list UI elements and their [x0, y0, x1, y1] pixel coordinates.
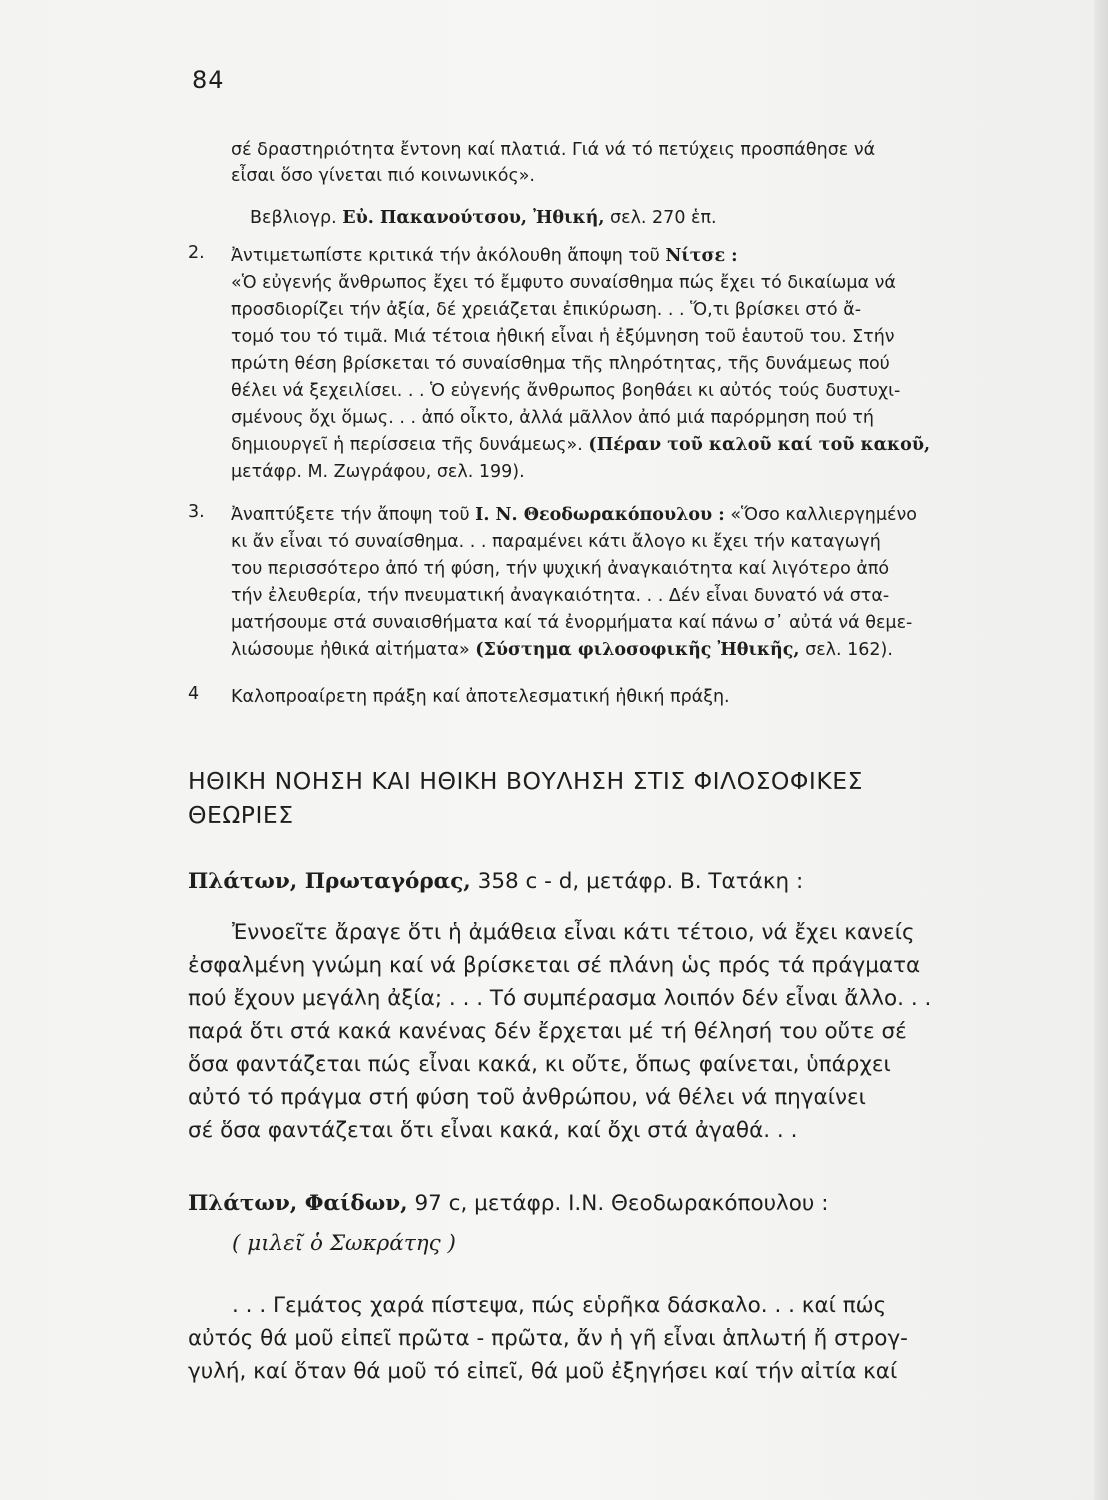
quote-line: σέ ὅσα φαντάζεται ὅτι εἶναι κακά, καί ὄχι στά ἀγαθά. . . — [188, 1118, 798, 1143]
text-line: ματήσουμε στά συναισθήματα καί τά ἐνορμήματα καί πάνω σ᾿ αὐτά νά θεμε- — [231, 613, 913, 633]
quote-line: αὐτό τό πράγμα στή φύση τοῦ ἀνθρώπου, νά θέλει νά πηγαίνει — [188, 1085, 866, 1110]
text-line: τήν ἐλευθερία, τήν πνευματική ἀναγκαιότητα. . . Δέν εἶναι δυνατό νά στα- — [231, 586, 890, 606]
text-line: σέ δραστηριότητα ἔντονη καί πλατιά. Γιά νά τό πετύχεις προσπάθησε νά — [231, 140, 876, 160]
text-line: κι ἄν εἶναι τό συναίσθημα. . . παραμένει κάτι ἄλογο κι ἔχει τήν καταγωγή — [231, 532, 881, 552]
text-line: μετάφρ. Μ. Ζωγράφου, σελ. 199). — [231, 462, 525, 482]
source-work: Πλάτων, Πρωταγόρας, — [188, 869, 471, 894]
text-segment: δημιουργεῖ ἡ περίσσεια τῆς δυνάμεως». — [231, 435, 583, 455]
source-citation — [188, 866, 803, 898]
item-intro-text: Ἀναπτύξετε τήν ἄποψη τοῦ — [231, 505, 470, 525]
text-line — [231, 432, 930, 458]
source-details: 358 c - d, μετάφρ. Β. Τατάκη : — [477, 869, 804, 894]
text-line: σμένους ὄχι ὅμως. . . ἀπό οἶκτο, ἀλλά μᾶλλον ἀπό μιά παρόρμηση πού τή — [231, 408, 875, 428]
quote-line: παρά ὅτι στά κακά κανένας δέν ἔρχεται μέ τή θέλησή του οὔτε σέ — [188, 1019, 907, 1044]
quote-line: ὅσα φαντάζεται πώς εἶναι κακά, κι οὔτε, ὅπως φαίνεται, ὑπάρχει — [188, 1052, 891, 1077]
section-heading-line: ΗΘΙΚΗ ΝΟΗΣΗ ΚΑΙ ΗΘΙΚΗ ΒΟΥΛΗΣΗ ΣΤΙΣ ΦΙΛΟΣΟΦΙΚΕΣ — [188, 767, 863, 795]
text-line: προσδιορίζει τήν ἀξία, δέ χρειάζεται ἐπικύρωση. . . Ὅ,τι βρίσκει στό ἄ- — [231, 300, 862, 320]
item-intro — [231, 502, 917, 528]
text-line — [231, 637, 893, 663]
quote-line: ἐσφαλμένη γνώμη καί νά βρίσκεται σέ πλάνη ὡς πρός τά πράγματα — [188, 953, 921, 978]
quote-line: πού ἔχουν μεγάλη ἀξία; . . . Τό συμπέρασμα λοιπόν δέν εἶναι ἄλλο. . . — [188, 986, 932, 1011]
text-line: εἶσαι ὅσο γίνεται πιό κοινωνικός». — [231, 166, 535, 186]
item-intro-text: Ἀντιμετωπίστε κριτικά τήν ἀκόλουθη ἄποψη τοῦ — [231, 246, 660, 266]
bibliography-pages: σελ. 270 ἑπ. — [610, 208, 717, 228]
text-segment: λιώσουμε ἠθικά αἰτήματα» — [231, 640, 470, 660]
page-edge-shadow — [1094, 0, 1108, 1500]
item-number: 3. — [188, 502, 205, 522]
item-number: 2. — [188, 243, 205, 263]
item-intro-quote: «Ὅσο καλλιεργημένο — [730, 505, 917, 525]
source-details: 97 c, μετάφρ. Ι.Ν. Θεοδωρακόπουλου : — [414, 1191, 829, 1216]
text-line: τομό του τό τιμᾶ. Μιά τέτοια ἠθική εἶναι ἡ ἐξύμνηση τοῦ ἑαυτοῦ του. Στήν — [231, 327, 895, 347]
section-heading-line: ΘΕΩΡΙΕΣ — [188, 801, 294, 829]
bibliography-line — [250, 205, 717, 231]
work-title: (Πέραν τοῦ καλοῦ καί τοῦ κακοῦ, — [588, 435, 931, 455]
text-line: Καλοπροαίρετη πράξη καί ἀποτελεσματική ἠθική πράξη. — [231, 687, 730, 707]
source-citation — [188, 1188, 828, 1220]
text-line: πρώτη θέση βρίσκεται τό συναίσθημα τῆς πληρότητας, τῆς δυνάμεως πού — [231, 354, 890, 374]
item-intro — [231, 243, 738, 269]
item-intro-author: Νίτσε : — [665, 246, 738, 266]
item-number: 4 — [188, 684, 200, 704]
text-line: θέλει νά ξεχειλίσει. . . Ὁ εὐγενής ἄνθρωπος βοηθάει κι αὐτός τούς δυστυχι- — [231, 381, 901, 401]
quote-line: γυλή, καί ὅταν θά μοῦ τό εἰπεῖ, θά μοῦ ἐξηγήσει καί τήν αἰτία καί — [188, 1359, 898, 1384]
source-work: Πλάτων, Φαίδων, — [188, 1191, 408, 1216]
quote-line: αὐτός θά μοῦ εἰπεῖ πρῶτα - πρῶτα, ἄν ἡ γῆ εἶναι ἁπλωτή ἤ στρογ- — [188, 1326, 908, 1351]
text-line: του περισσότερο ἀπό τή φύση, τήν ψυχική ἀναγκαιότητα καί λιγότερο ἀπό — [231, 559, 890, 579]
bibliography-prefix: Βεβλιογρ. — [250, 208, 337, 228]
bibliography-author: Εὐ. Πακανούτσου, Ἠθική, — [342, 208, 605, 228]
work-title: (Σύστημα φιλοσοφικῆς Ἠθικῆς, — [475, 640, 800, 660]
item-intro-author: Ι. Ν. Θεοδωρακόπουλου : — [475, 505, 725, 525]
text-line: «Ὁ εὐγενής ἄνθρωπος ἔχει τό ἔμφυτο συναίσθημα πώς ἔχει τό δικαίωμα νά — [231, 273, 896, 293]
quote-line: . . . Γεμάτος χαρά πίστεψα, πώς εὑρῆκα δάσκαλο. . . καί πώς — [232, 1293, 887, 1318]
quote-line: Ἐννοεῖτε ἄραγε ὅτι ἡ ἀμάθεια εἶναι κάτι τέτοιο, νά ἔχει κανείς — [232, 920, 915, 945]
speaker-note: ( μιλεῖ ὁ Σωκράτης ) — [232, 1231, 456, 1256]
page-number: 84 — [192, 66, 225, 94]
text-segment: σελ. 162). — [805, 640, 893, 660]
